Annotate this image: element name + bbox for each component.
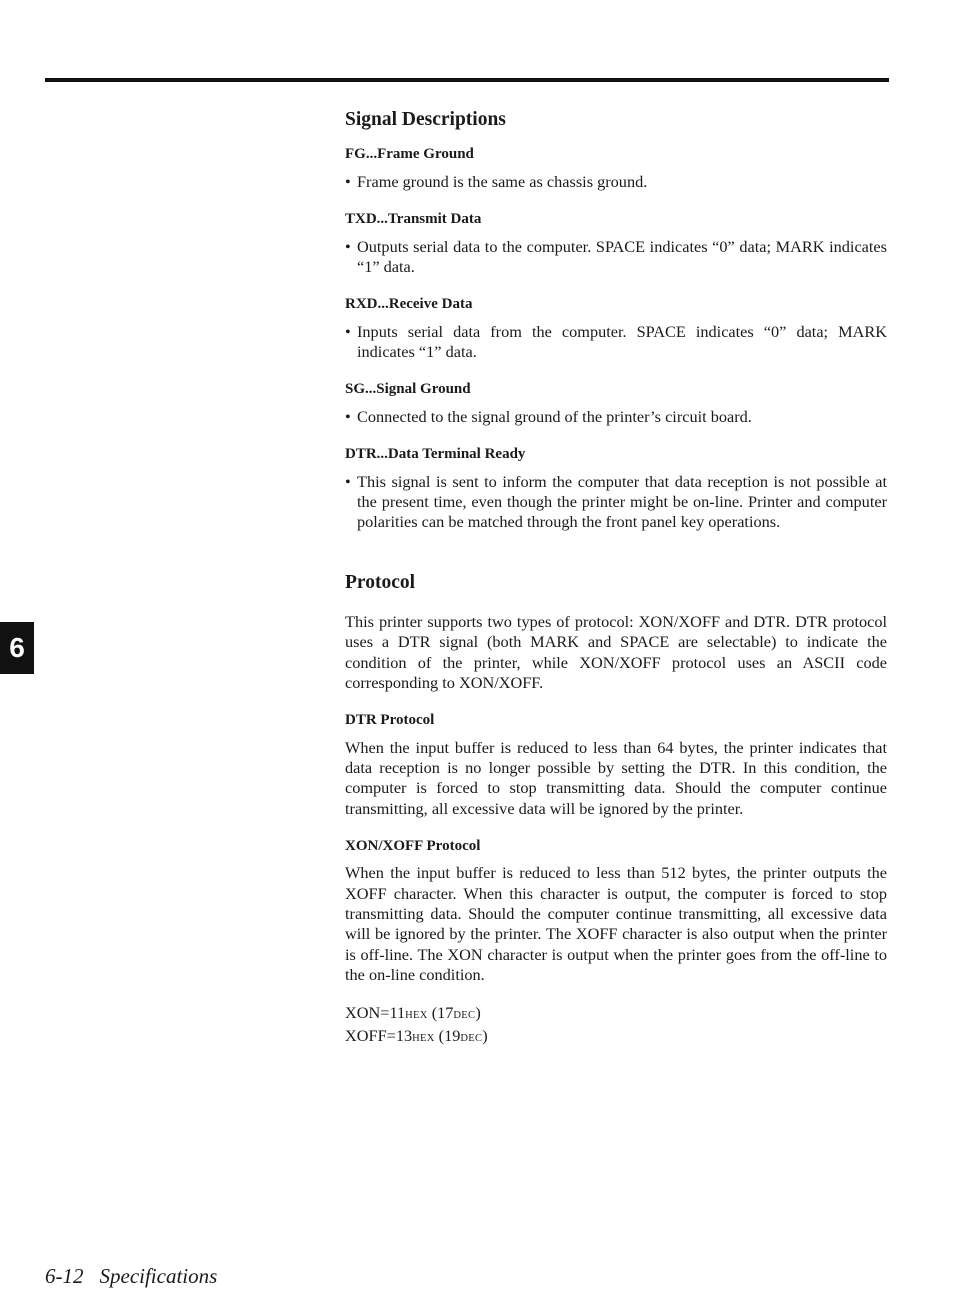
- xon-protocol-text: When the input buffer is reduced to less than 512 bytes, the printer outputs the XOFF character. When this character is output, the computer is forced to stop transmitting data. Should the computer continue transmitting, all excessive data will be ignored by the printer. The XOFF character is also output when the printer is off-line. The XON character is output when the printer goes from the off-line to the on-line condition.: [345, 863, 887, 984]
- page-number: 6-12: [45, 1264, 84, 1288]
- page-footer: [45, 1264, 217, 1289]
- protocol-title: Protocol: [345, 571, 416, 593]
- xoff-code: XOFF=13HEX (19DEC): [345, 1026, 488, 1046]
- bullet-icon: •: [345, 171, 351, 191]
- fg-heading: FG...Frame Ground: [345, 146, 474, 163]
- rxd-heading: RXD...Receive Data: [345, 296, 473, 313]
- bullet-icon: •: [345, 471, 351, 491]
- bullet-icon: •: [345, 321, 351, 341]
- dtr-heading: DTR...Data Terminal Ready: [345, 446, 526, 463]
- fg-description: • Frame ground is the same as chassis ground.: [345, 171, 648, 191]
- txd-description: • Outputs serial data to the computer. SPACE indicates “0” data; MARK indicates “1” data.: [345, 236, 887, 276]
- sg-description: • Connected to the signal ground of the printer’s circuit board.: [345, 406, 752, 426]
- dtr-description: • This signal is sent to inform the computer that data reception is not possible at the present time, even though the printer might be on-line. Printer and computer polarities can be matched through the front panel key operations.: [345, 471, 887, 532]
- xon-code: XON=11HEX (17DEC): [345, 1003, 481, 1023]
- rxd-description: • Inputs serial data from the computer. SPACE indicates “0” data; MARK indicates “1” data.: [345, 321, 887, 362]
- dtr-protocol-text: When the input buffer is reduced to less than 64 bytes, the printer indicates that data reception is no longer possible by setting the DTR. In this condition, the computer is forced to stop transmitting data. Should the computer continue transmitting, all excessive data will be ignored by the printer.: [345, 737, 887, 818]
- code-values: [345, 1003, 887, 1050]
- page-content: [345, 108, 887, 1050]
- section-name: Specifications: [99, 1264, 218, 1288]
- sg-heading: SG...Signal Ground: [345, 381, 471, 398]
- top-rule: [45, 78, 889, 82]
- protocol-intro: This printer supports two types of protocol: XON/XOFF and DTR. DTR protocol uses a DTR signal (both MARK and SPACE are selectable) to indicate the condition of the printer, while XON/XOFF protocol uses an ASCII code corresponding to XON/XOFF.: [345, 611, 887, 692]
- txd-heading: TXD...Transmit Data: [345, 211, 482, 228]
- chapter-tab: 6: [0, 622, 34, 674]
- dtr-protocol-heading: DTR Protocol: [345, 712, 435, 729]
- bullet-icon: •: [345, 406, 351, 426]
- signal-descriptions-title: Signal Descriptions: [345, 109, 506, 130]
- xon-protocol-heading: XON/XOFF Protocol: [345, 837, 481, 854]
- bullet-icon: •: [345, 236, 351, 256]
